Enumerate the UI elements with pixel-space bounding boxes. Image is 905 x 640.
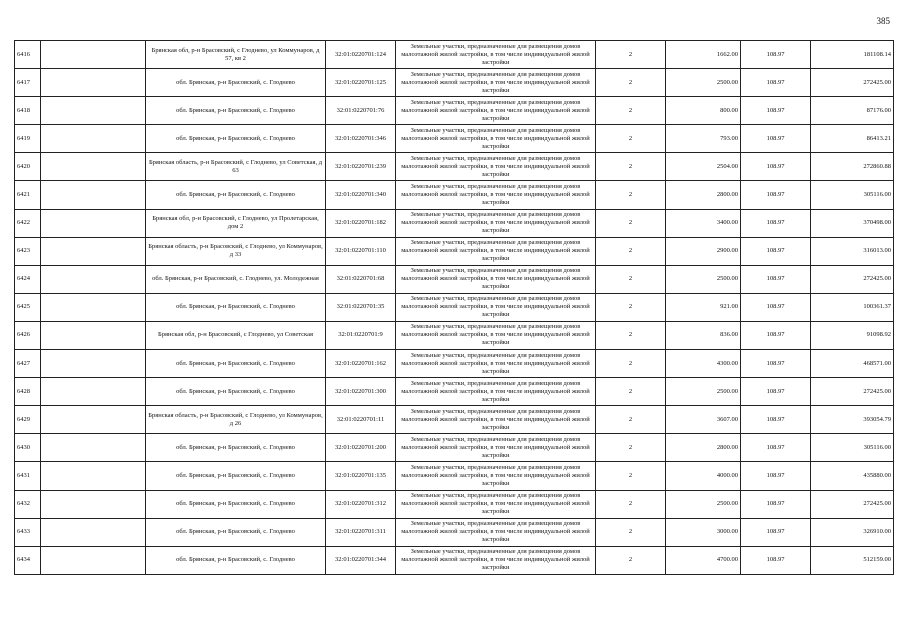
table-row [15, 125, 894, 153]
record-number-cell: 6421 [15, 181, 41, 209]
permitted-use-cell: Земельные участки, предназначенные для размещения домов малоэтажной жилой застройки, в том числе индивидуальной жилой застройки [396, 237, 596, 265]
permitted-use-cell: Земельные участки, предназначенные для размещения домов малоэтажной жилой застройки, в том числе индивидуальной жилой застройки [396, 181, 596, 209]
address-cell: обл. Брянская, р-н Брасовский, с. Глоднево [146, 434, 326, 462]
area-cell: 3400.00 [666, 209, 741, 237]
record-number-cell: 6431 [15, 462, 41, 490]
cadastral-number-cell: 32:01:0220701:312 [326, 490, 396, 518]
blank-cell [41, 237, 146, 265]
cadastral-number-cell: 32:01:0220701:9 [326, 321, 396, 349]
address-cell: Брянская область, р-н Брасовский, с Глоднево, ул Коммунаров, д 26 [146, 406, 326, 434]
specific-value-cell: 108.97 [741, 41, 811, 69]
area-cell: 2500.00 [666, 378, 741, 406]
address-cell: обл. Брянская, р-н Брасовский, с. Глоднево [146, 293, 326, 321]
table-row [15, 321, 894, 349]
category-cell: 2 [596, 293, 666, 321]
area-cell: 800.00 [666, 97, 741, 125]
category-cell: 2 [596, 209, 666, 237]
blank-cell [41, 378, 146, 406]
record-number-cell: 6429 [15, 406, 41, 434]
permitted-use-cell: Земельные участки, предназначенные для размещения домов малоэтажной жилой застройки, в том числе индивидуальной жилой застройки [396, 321, 596, 349]
specific-value-cell: 108.97 [741, 462, 811, 490]
category-cell: 2 [596, 490, 666, 518]
table-row [15, 462, 894, 490]
specific-value-cell: 108.97 [741, 321, 811, 349]
address-cell: обл. Брянская, р-н Брасовский, с. Глоднево [146, 125, 326, 153]
blank-cell [41, 97, 146, 125]
category-cell: 2 [596, 125, 666, 153]
record-number-cell: 6434 [15, 546, 41, 574]
category-cell: 2 [596, 350, 666, 378]
cadastral-number-cell: 32:01:0220701:11 [326, 406, 396, 434]
record-number-cell: 6422 [15, 209, 41, 237]
cadastral-value-cell: 468571.00 [811, 350, 894, 378]
specific-value-cell: 108.97 [741, 518, 811, 546]
cadastral-value-cell: 305116.00 [811, 434, 894, 462]
category-cell: 2 [596, 41, 666, 69]
table-row [15, 209, 894, 237]
blank-cell [41, 434, 146, 462]
area-cell: 2500.00 [666, 490, 741, 518]
cadastral-number-cell: 32:01:0220701:200 [326, 434, 396, 462]
address-cell: обл. Брянская, р-н Брасовский, с. Глоднево [146, 69, 326, 97]
cadastral-value-cell: 272425.00 [811, 69, 894, 97]
permitted-use-cell: Земельные участки, предназначенные для размещения домов малоэтажной жилой застройки, в том числе индивидуальной жилой застройки [396, 153, 596, 181]
permitted-use-cell: Земельные участки, предназначенные для размещения домов малоэтажной жилой застройки, в том числе индивидуальной жилой застройки [396, 406, 596, 434]
category-cell: 2 [596, 406, 666, 434]
area-cell: 3000.00 [666, 518, 741, 546]
blank-cell [41, 125, 146, 153]
area-cell: 793.00 [666, 125, 741, 153]
cadastral-number-cell: 32:01:0220701:340 [326, 181, 396, 209]
specific-value-cell: 108.97 [741, 546, 811, 574]
record-number-cell: 6420 [15, 153, 41, 181]
table-row [15, 293, 894, 321]
cadastral-value-cell: 91098.92 [811, 321, 894, 349]
record-number-cell: 6427 [15, 350, 41, 378]
specific-value-cell: 108.97 [741, 97, 811, 125]
record-number-cell: 6417 [15, 69, 41, 97]
specific-value-cell: 108.97 [741, 125, 811, 153]
area-cell: 2504.00 [666, 153, 741, 181]
area-cell: 2900.00 [666, 237, 741, 265]
address-cell: обл. Брянская, р-н Брасовский, с. Глоднево [146, 97, 326, 125]
area-cell: 4700.00 [666, 546, 741, 574]
cadastral-value-cell: 272425.00 [811, 378, 894, 406]
area-cell: 2800.00 [666, 181, 741, 209]
permitted-use-cell: Земельные участки, предназначенные для размещения домов малоэтажной жилой застройки, в том числе индивидуальной жилой застройки [396, 518, 596, 546]
cadastral-number-cell: 32:01:0220701:124 [326, 41, 396, 69]
specific-value-cell: 108.97 [741, 434, 811, 462]
permitted-use-cell: Земельные участки, предназначенные для размещения домов малоэтажной жилой застройки, в том числе индивидуальной жилой застройки [396, 546, 596, 574]
table-row [15, 265, 894, 293]
cadastral-value-cell: 87176.00 [811, 97, 894, 125]
blank-cell [41, 406, 146, 434]
address-cell: Брянская обл, р-н Брасовский, с Глоднево, ул Советская [146, 321, 326, 349]
permitted-use-cell: Земельные участки, предназначенные для размещения домов малоэтажной жилой застройки, в том числе индивидуальной жилой застройки [396, 69, 596, 97]
specific-value-cell: 108.97 [741, 181, 811, 209]
cadastral-number-cell: 32:01:0220701:344 [326, 546, 396, 574]
blank-cell [41, 181, 146, 209]
cadastral-number-cell: 32:01:0220701:300 [326, 378, 396, 406]
cadastral-value-cell: 326910.00 [811, 518, 894, 546]
permitted-use-cell: Земельные участки, предназначенные для размещения домов малоэтажной жилой застройки, в том числе индивидуальной жилой застройки [396, 490, 596, 518]
category-cell: 2 [596, 69, 666, 97]
cadastral-number-cell: 32:01:0220701:110 [326, 237, 396, 265]
record-number-cell: 6416 [15, 41, 41, 69]
table-row [15, 378, 894, 406]
table-row [15, 434, 894, 462]
table-row [15, 546, 894, 574]
cadastral-value-cell: 100361.37 [811, 293, 894, 321]
specific-value-cell: 108.97 [741, 350, 811, 378]
category-cell: 2 [596, 434, 666, 462]
category-cell: 2 [596, 546, 666, 574]
blank-cell [41, 350, 146, 378]
address-cell: обл. Брянская, р-н Брасовский, с. Глоднево [146, 518, 326, 546]
permitted-use-cell: Земельные участки, предназначенные для размещения домов малоэтажной жилой застройки, в том числе индивидуальной жилой застройки [396, 97, 596, 125]
cadastral-number-cell: 32:01:0220701:239 [326, 153, 396, 181]
blank-cell [41, 293, 146, 321]
category-cell: 2 [596, 378, 666, 406]
cadastral-number-cell: 32:01:0220701:311 [326, 518, 396, 546]
specific-value-cell: 108.97 [741, 237, 811, 265]
area-cell: 3607.00 [666, 406, 741, 434]
address-cell: обл. Брянская, р-н Брасовский, с. Глоднево [146, 490, 326, 518]
category-cell: 2 [596, 321, 666, 349]
area-cell: 4000.00 [666, 462, 741, 490]
cadastral-number-cell: 32:01:0220701:162 [326, 350, 396, 378]
cadastral-value-cell: 272425.00 [811, 265, 894, 293]
cadastral-value-cell: 512159.00 [811, 546, 894, 574]
specific-value-cell: 108.97 [741, 293, 811, 321]
cadastral-number-cell: 32:01:0220701:135 [326, 462, 396, 490]
category-cell: 2 [596, 518, 666, 546]
blank-cell [41, 153, 146, 181]
address-cell: обл. Брянская, р-н Брасовский, с. Глоднево [146, 181, 326, 209]
cadastral-value-cell: 393054.79 [811, 406, 894, 434]
permitted-use-cell: Земельные участки, предназначенные для размещения домов малоэтажной жилой застройки, в том числе индивидуальной жилой застройки [396, 41, 596, 69]
category-cell: 2 [596, 153, 666, 181]
permitted-use-cell: Земельные участки, предназначенные для размещения домов малоэтажной жилой застройки, в том числе индивидуальной жилой застройки [396, 462, 596, 490]
specific-value-cell: 108.97 [741, 378, 811, 406]
cadastral-value-cell: 86413.21 [811, 125, 894, 153]
land-registry-table [14, 40, 894, 575]
table-row [15, 518, 894, 546]
blank-cell [41, 69, 146, 97]
permitted-use-cell: Земельные участки, предназначенные для размещения домов малоэтажной жилой застройки, в том числе индивидуальной жилой застройки [396, 378, 596, 406]
record-number-cell: 6418 [15, 97, 41, 125]
cadastral-number-cell: 32:01:0220701:35 [326, 293, 396, 321]
category-cell: 2 [596, 237, 666, 265]
address-cell: обл. Брянская, р-н Брасовский, с. Глоднево [146, 350, 326, 378]
address-cell: обл. Брянская, р-н Брасовский, с. Глоднево, ул. Молодежная [146, 265, 326, 293]
table-row [15, 406, 894, 434]
table-row [15, 237, 894, 265]
address-cell: обл. Брянская, р-н Брасовский, с. Глоднево [146, 378, 326, 406]
table-row [15, 69, 894, 97]
cadastral-value-cell: 435880.00 [811, 462, 894, 490]
cadastral-number-cell: 32:01:0220701:68 [326, 265, 396, 293]
page-number: 385 [876, 16, 890, 26]
area-cell: 1662.00 [666, 41, 741, 69]
record-number-cell: 6432 [15, 490, 41, 518]
cadastral-number-cell: 32:01:0220701:346 [326, 125, 396, 153]
blank-cell [41, 41, 146, 69]
table-row [15, 350, 894, 378]
specific-value-cell: 108.97 [741, 209, 811, 237]
category-cell: 2 [596, 265, 666, 293]
area-cell: 2500.00 [666, 69, 741, 97]
permitted-use-cell: Земельные участки, предназначенные для размещения домов малоэтажной жилой застройки, в том числе индивидуальной жилой застройки [396, 350, 596, 378]
blank-cell [41, 518, 146, 546]
record-number-cell: 6425 [15, 293, 41, 321]
specific-value-cell: 108.97 [741, 406, 811, 434]
area-cell: 2500.00 [666, 265, 741, 293]
permitted-use-cell: Земельные участки, предназначенные для размещения домов малоэтажной жилой застройки, в том числе индивидуальной жилой застройки [396, 209, 596, 237]
cadastral-number-cell: 32:01:0220701:125 [326, 69, 396, 97]
permitted-use-cell: Земельные участки, предназначенные для размещения домов малоэтажной жилой застройки, в том числе индивидуальной жилой застройки [396, 293, 596, 321]
address-cell: Брянская область, р-н Брасовский, с Глоднево, ул Советская, д 63 [146, 153, 326, 181]
cadastral-number-cell: 32:01:0220701:76 [326, 97, 396, 125]
table-row [15, 490, 894, 518]
specific-value-cell: 108.97 [741, 69, 811, 97]
blank-cell [41, 546, 146, 574]
table-body [15, 41, 894, 575]
area-cell: 4300.00 [666, 350, 741, 378]
address-cell: Брянская обл, р-н Брасовский, с Глоднево, ул Пролетарская, дом 2 [146, 209, 326, 237]
cadastral-value-cell: 305116.00 [811, 181, 894, 209]
permitted-use-cell: Земельные участки, предназначенные для размещения домов малоэтажной жилой застройки, в том числе индивидуальной жилой застройки [396, 265, 596, 293]
category-cell: 2 [596, 462, 666, 490]
cadastral-value-cell: 181108.14 [811, 41, 894, 69]
area-cell: 2800.00 [666, 434, 741, 462]
area-cell: 836.00 [666, 321, 741, 349]
category-cell: 2 [596, 97, 666, 125]
blank-cell [41, 265, 146, 293]
table-row [15, 153, 894, 181]
record-number-cell: 6419 [15, 125, 41, 153]
specific-value-cell: 108.97 [741, 153, 811, 181]
blank-cell [41, 490, 146, 518]
table-row [15, 41, 894, 69]
blank-cell [41, 321, 146, 349]
record-number-cell: 6430 [15, 434, 41, 462]
specific-value-cell: 108.97 [741, 265, 811, 293]
category-cell: 2 [596, 181, 666, 209]
address-cell: Брянская обл, р-н Брасовский, с Глоднево, ул Коммунаров, д 57, кв 2 [146, 41, 326, 69]
permitted-use-cell: Земельные участки, предназначенные для размещения домов малоэтажной жилой застройки, в том числе индивидуальной жилой застройки [396, 125, 596, 153]
cadastral-number-cell: 32:01:0220701:182 [326, 209, 396, 237]
address-cell: Брянская область, р-н Брасовский, с Глоднево, ул Коммунаров, д 33 [146, 237, 326, 265]
table-row [15, 181, 894, 209]
blank-cell [41, 209, 146, 237]
record-number-cell: 6426 [15, 321, 41, 349]
record-number-cell: 6428 [15, 378, 41, 406]
blank-cell [41, 462, 146, 490]
record-number-cell: 6424 [15, 265, 41, 293]
permitted-use-cell: Земельные участки, предназначенные для размещения домов малоэтажной жилой застройки, в том числе индивидуальной жилой застройки [396, 434, 596, 462]
area-cell: 921.00 [666, 293, 741, 321]
record-number-cell: 6433 [15, 518, 41, 546]
cadastral-value-cell: 370498.00 [811, 209, 894, 237]
address-cell: обл. Брянская, р-н Брасовский, с. Глоднево [146, 462, 326, 490]
cadastral-value-cell: 272860.88 [811, 153, 894, 181]
cadastral-value-cell: 272425.00 [811, 490, 894, 518]
specific-value-cell: 108.97 [741, 490, 811, 518]
cadastral-value-cell: 316013.00 [811, 237, 894, 265]
record-number-cell: 6423 [15, 237, 41, 265]
table-row [15, 97, 894, 125]
address-cell: обл. Брянская, р-н Брасовский, с. Глоднево [146, 546, 326, 574]
